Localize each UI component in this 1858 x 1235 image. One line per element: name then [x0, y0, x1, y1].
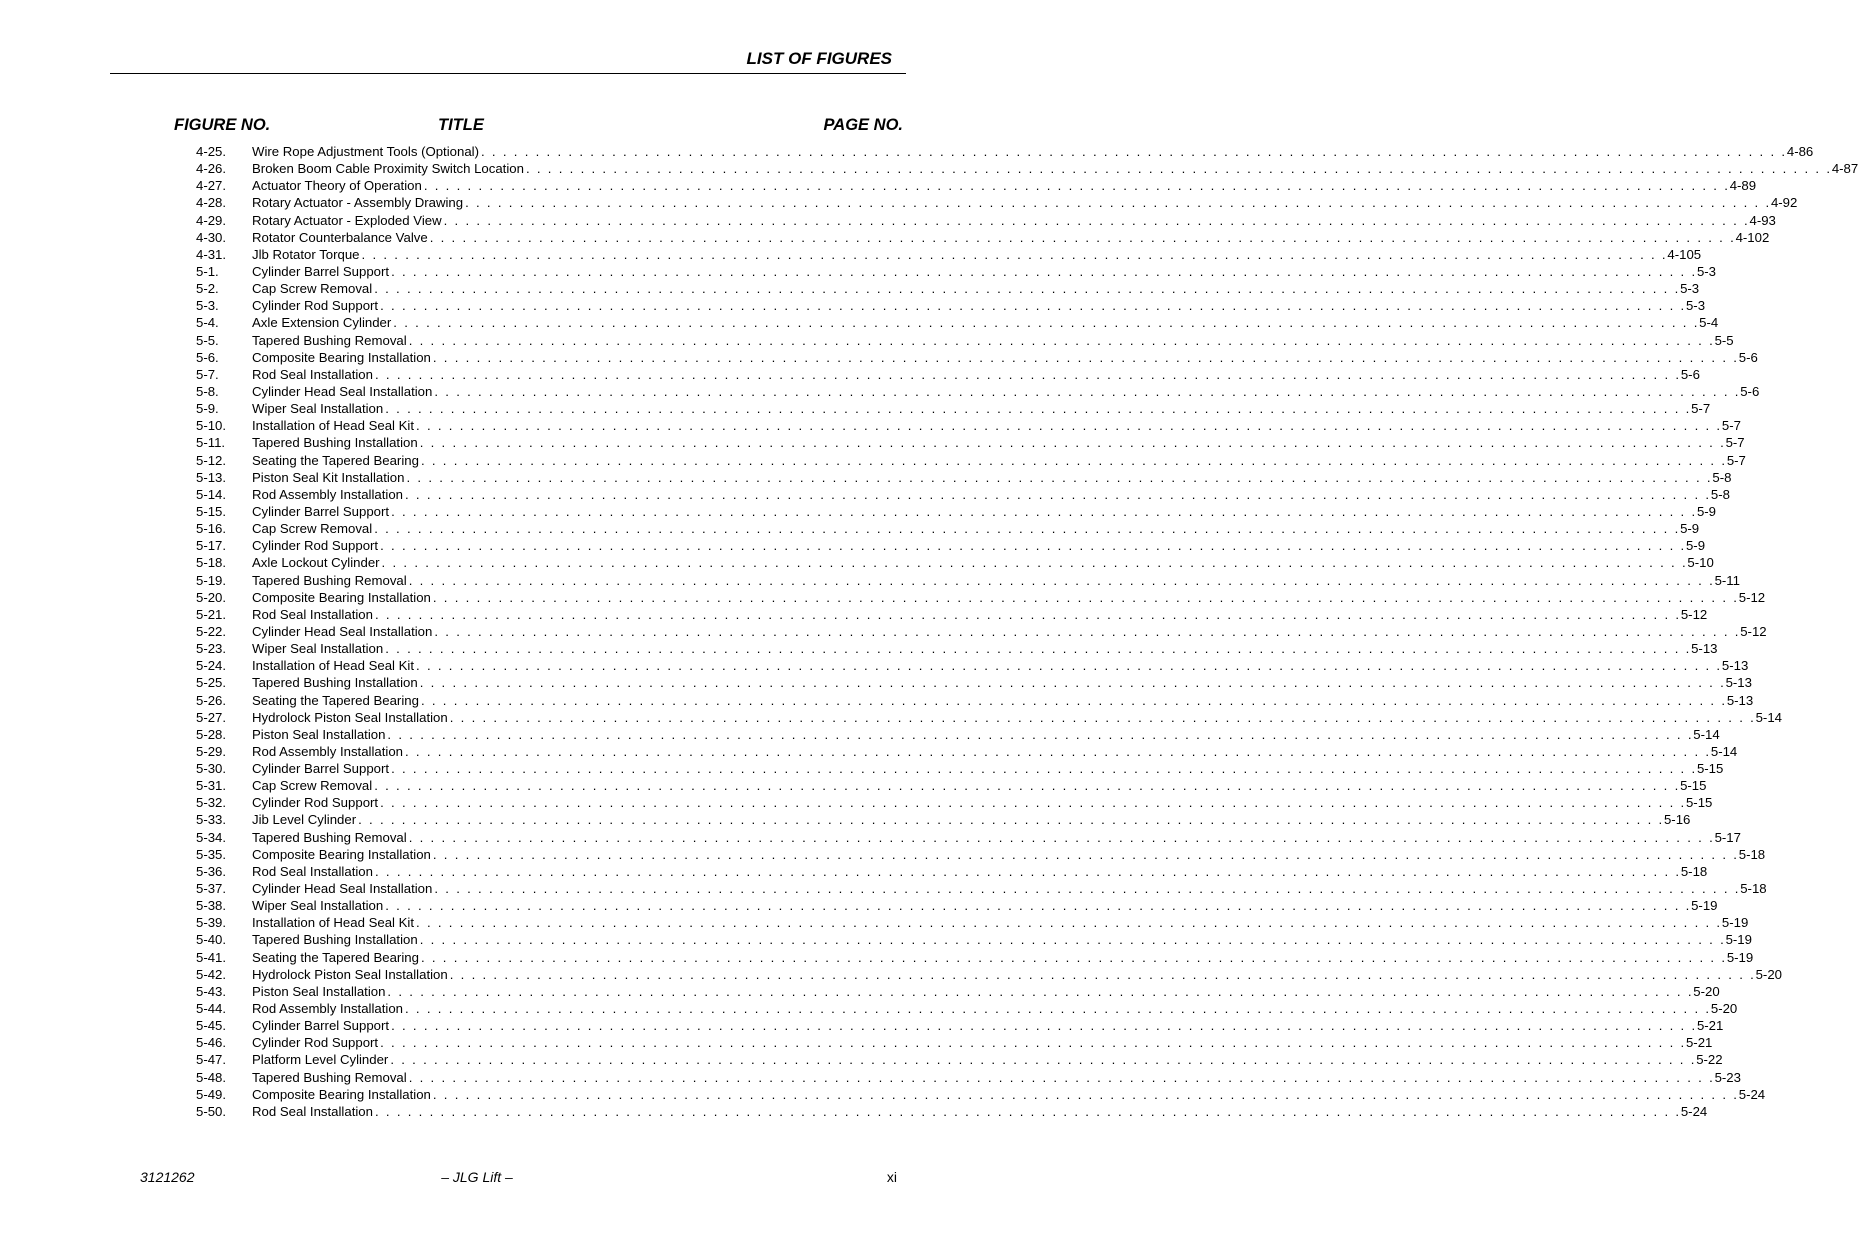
dot-leader: . . . . . . . . . . . . . . . . . . . . . . . . . . . . . . . . . . . . . . . . . . . . . . . . . . . . . . . . . . . . . . . . . . . . . . . . . . . . . . . . . . . . . . . . . . . . . . . . . . . . . . . . . . . . . . . . . . . . . . . . [358, 812, 1664, 828]
figure-number: 5-19. [196, 572, 227, 588]
list-item [196, 674, 1752, 691]
dot-leader: . . . . . . . . . . . . . . . . . . . . . . . . . . . . . . . . . . . . . . . . . . . . . . . . . . . . . . . . . . . . . . . . . . . . . . . . . . . . . . . . . . . . . . . . . . . . . . . . . . . . . . . . . . . . . . . . . . . . . . . . [408, 332, 1715, 348]
dot-leader: . . . . . . . . . . . . . . . . . . . . . . . . . . . . . . . . . . . . . . . . . . . . . . . . . . . . . . . . . . . . . . . . . . . . . . . . . . . . . . . . . . . . . . . . . . . . . . . . . . . . . . . . . . . . . . . . . . . . . . . . [374, 521, 1681, 537]
figure-title: Wiper Seal Installation [252, 898, 384, 914]
figure-number: 5-11. [196, 435, 226, 451]
list-item [196, 983, 1720, 1000]
list-item [196, 1017, 1724, 1034]
dot-leader: . . . . . . . . . . . . . . . . . . . . . . . . . . . . . . . . . . . . . . . . . . . . . . . . . . . . . . . . . . . . . . . . . . . . . . . . . . . . . . . . . . . . . . . . . . . . . . . . . . . . . . . . . . . . . . . . . . . . . . . . [374, 606, 1681, 622]
list-item [196, 229, 1770, 246]
dot-leader: . . . . . . . . . . . . . . . . . . . . . . . . . . . . . . . . . . . . . . . . . . . . . . . . . . . . . . . . . . . . . . . . . . . . . . . . . . . . . . . . . . . . . . . . . . . . . . . . . . . . . . . . . . . . . . . . . . . . . . . . [525, 161, 1832, 177]
figure-number: 4-26. [196, 161, 227, 177]
figure-page: 5-24 [1738, 1086, 1766, 1102]
figure-page: 5-9 [1685, 538, 1706, 554]
figure-title: Composite Bearing Installation [252, 349, 431, 365]
figure-title: Seating the Tapered Bearing [252, 949, 419, 965]
list-item [196, 623, 1767, 640]
figure-number: 4-29. [196, 212, 227, 228]
dot-leader: . . . . . . . . . . . . . . . . . . . . . . . . . . . . . . . . . . . . . . . . . . . . . . . . . . . . . . . . . . . . . . . . . . . . . . . . . . . . . . . . . . . . . . . . . . . . . . . . . . . . . . . . . . . . . . . . . . . . . . . . [405, 1001, 1711, 1017]
figure-page: 5-15 [1696, 761, 1724, 777]
list-item [196, 469, 1732, 486]
dot-leader: . . . . . . . . . . . . . . . . . . . . . . . . . . . . . . . . . . . . . . . . . . . . . . . . . . . . . . . . . . . . . . . . . . . . . . . . . . . . . . . . . . . . . . . . . . . . . . . . . . . . . . . . . . . . . . . . . . . . . . . . [391, 761, 1697, 777]
figure-number: 5-7. [196, 366, 219, 382]
figure-number: 5-32. [196, 795, 227, 811]
figure-title: Cylinder Rod Support [252, 1035, 379, 1051]
dot-leader: . . . . . . . . . . . . . . . . . . . . . . . . . . . . . . . . . . . . . . . . . . . . . . . . . . . . . . . . . . . . . . . . . . . . . . . . . . . . . . . . . . . . . . . . . . . . . . . . . . . . . . . . . . . . . . . . . . . . . . . . [432, 349, 1739, 365]
list-item [196, 589, 1766, 606]
figure-title: Jib Level Cylinder [252, 812, 357, 828]
figure-title: Axle Extension Cylinder [252, 315, 392, 331]
figure-title: Rod Assembly Installation [252, 743, 403, 759]
list-item [196, 554, 1714, 571]
dot-leader: . . . . . . . . . . . . . . . . . . . . . . . . . . . . . . . . . . . . . . . . . . . . . . . . . . . . . . . . . . . . . . . . . . . . . . . . . . . . . . . . . . . . . . . . . . . . . . . . . . . . . . . . . . . . . . . . . . . . . . . . [374, 1103, 1681, 1119]
figure-page: 5-6 [1738, 349, 1758, 365]
figure-number: 5-10. [196, 418, 227, 434]
list-item [196, 452, 1746, 469]
column-header-page-no: PAGE NO. [823, 116, 903, 134]
figure-number: 5-20. [196, 589, 227, 605]
figure-page: 5-21 [1696, 1018, 1724, 1034]
figure-page: 5-13 [1691, 641, 1718, 657]
figure-page: 5-13 [1725, 675, 1752, 691]
dot-leader: . . . . . . . . . . . . . . . . . . . . . . . . . . . . . . . . . . . . . . . . . . . . . . . . . . . . . . . . . . . . . . . . . . . . . . . . . . . . . . . . . . . . . . . . . . . . . . . . . . . . . . . . . . . . . . . . . . . . . . . . [419, 435, 1726, 451]
figure-page: 5-5 [1714, 332, 1734, 348]
figure-page: 5-9 [1696, 503, 1717, 519]
dot-leader: . . . . . . . . . . . . . . . . . . . . . . . . . . . . . . . . . . . . . . . . . . . . . . . . . . . . . . . . . . . . . . . . . . . . . . . . . . . . . . . . . . . . . . . . . . . . . . . . . . . . . . . . . . . . . . . . . . . . . . . . [420, 949, 1727, 965]
list-item [196, 709, 1782, 726]
figure-page: 5-3 [1685, 298, 1706, 314]
list-item [196, 143, 1814, 160]
dot-leader: . . . . . . . . . . . . . . . . . . . . . . . . . . . . . . . . . . . . . . . . . . . . . . . . . . . . . . . . . . . . . . . . . . . . . . . . . . . . . . . . . . . . . . . . . . . . . . . . . . . . . . . . . . . . . . . . . . . . . . . . [385, 401, 1692, 417]
figure-page: 5-17 [1714, 829, 1741, 845]
column-header-title: TITLE [438, 116, 484, 134]
dot-leader: . . . . . . . . . . . . . . . . . . . . . . . . . . . . . . . . . . . . . . . . . . . . . . . . . . . . . . . . . . . . . . . . . . . . . . . . . . . . . . . . . . . . . . . . . . . . . . . . . . . . . . . . . . . . . . . . . . . . . . . . [374, 863, 1681, 879]
figure-title: Tapered Bushing Removal [252, 829, 407, 845]
dot-leader: . . . . . . . . . . . . . . . . . . . . . . . . . . . . . . . . . . . . . . . . . . . . . . . . . . . . . . . . . . . . . . . . . . . . . . . . . . . . . . . . . . . . . . . . . . . . . . . . . . . . . . . . . . . . . . . . . . . . . . . . [416, 418, 1722, 434]
figure-number: 5-37. [196, 881, 227, 897]
dot-leader: . . . . . . . . . . . . . . . . . . . . . . . . . . . . . . . . . . . . . . . . . . . . . . . . . . . . . . . . . . . . . . . . . . . . . . . . . . . . . . . . . . . . . . . . . . . . . . . . . . . . . . . . . . . . . . . . . . . . . . . . [391, 1018, 1697, 1034]
figure-page: 5-7 [1725, 435, 1745, 451]
figure-number: 5-2. [196, 281, 219, 297]
figure-page: 4-105 [1667, 246, 1702, 262]
figure-number: 5-24. [196, 658, 227, 674]
figure-title: Installation of Head Seal Kit [252, 418, 415, 434]
figure-page: 5-12 [1740, 623, 1767, 639]
dot-leader: . . . . . . . . . . . . . . . . . . . . . . . . . . . . . . . . . . . . . . . . . . . . . . . . . . . . . . . . . . . . . . . . . . . . . . . . . . . . . . . . . . . . . . . . . . . . . . . . . . . . . . . . . . . . . . . . . . . . . . . . [405, 486, 1711, 502]
figure-number: 5-35. [196, 846, 227, 862]
figure-title: Cap Screw Removal [252, 521, 373, 537]
dot-leader: . . . . . . . . . . . . . . . . . . . . . . . . . . . . . . . . . . . . . . . . . . . . . . . . . . . . . . . . . . . . . . . . . . . . . . . . . . . . . . . . . . . . . . . . . . . . . . . . . . . . . . . . . . . . . . . . . . . . . . . . [408, 1069, 1715, 1085]
dot-leader: . . . . . . . . . . . . . . . . . . . . . . . . . . . . . . . . . . . . . . . . . . . . . . . . . . . . . . . . . . . . . . . . . . . . . . . . . . . . . . . . . . . . . . . . . . . . . . . . . . . . . . . . . . . . . . . . . . . . . . . . [385, 641, 1692, 657]
figure-title: Cap Screw Removal [252, 778, 373, 794]
list-item [196, 1051, 1723, 1068]
list-item [196, 366, 1700, 383]
figure-title: Tapered Bushing Installation [252, 932, 418, 948]
figure-title: Cylinder Rod Support [252, 795, 379, 811]
figure-number: 5-36. [196, 863, 227, 879]
figure-page: 5-11 [1714, 572, 1740, 588]
list-item [196, 383, 1760, 400]
figure-page: 5-9 [1680, 521, 1700, 537]
list-item [196, 863, 1708, 880]
figure-page: 5-23 [1714, 1069, 1741, 1085]
figure-number: 5-28. [196, 726, 227, 742]
list-item [196, 949, 1754, 966]
figure-title: Composite Bearing Installation [252, 1086, 431, 1102]
figure-number: 4-30. [196, 229, 227, 245]
list-item [196, 246, 1702, 263]
list-item [196, 263, 1717, 280]
figure-page: 5-12 [1680, 606, 1708, 622]
figure-number: 5-14. [196, 486, 227, 502]
figure-page: 5-8 [1710, 486, 1730, 502]
footer-doc-number: 3121262 [140, 1169, 195, 1185]
figure-number: 5-4. [196, 315, 219, 331]
figure-title: Rotator Counterbalance Valve [252, 229, 428, 245]
figure-page: 4-93 [1749, 212, 1776, 228]
dot-leader: . . . . . . . . . . . . . . . . . . . . . . . . . . . . . . . . . . . . . . . . . . . . . . . . . . . . . . . . . . . . . . . . . . . . . . . . . . . . . . . . . . . . . . . . . . . . . . . . . . . . . . . . . . . . . . . . . . . . . . . . [380, 538, 1686, 554]
figure-number: 5-34. [196, 829, 227, 845]
figure-page: 5-13 [1726, 692, 1754, 708]
dot-leader: . . . . . . . . . . . . . . . . . . . . . . . . . . . . . . . . . . . . . . . . . . . . . . . . . . . . . . . . . . . . . . . . . . . . . . . . . . . . . . . . . . . . . . . . . . . . . . . . . . . . . . . . . . . . . . . . . . . . . . . . [374, 281, 1681, 297]
figure-title: Rod Seal Installation [252, 606, 373, 622]
figure-title: Seating the Tapered Bearing [252, 452, 419, 468]
figure-title: Hydrolock Piston Seal Installation [252, 966, 448, 982]
figure-title: Tapered Bushing Removal [252, 572, 407, 588]
list-item [196, 572, 1740, 589]
dot-leader: . . . . . . . . . . . . . . . . . . . . . . . . . . . . . . . . . . . . . . . . . . . . . . . . . . . . . . . . . . . . . . . . . . . . . . . . . . . . . . . . . . . . . . . . . . . . . . . . . . . . . . . . . . . . . . . . . . . . . . . . [416, 658, 1722, 674]
figure-title: Axle Lockout Cylinder [252, 555, 380, 571]
figure-number: 5-18. [196, 555, 227, 571]
figure-page: 5-15 [1685, 795, 1713, 811]
dot-leader: . . . . . . . . . . . . . . . . . . . . . . . . . . . . . . . . . . . . . . . . . . . . . . . . . . . . . . . . . . . . . . . . . . . . . . . . . . . . . . . . . . . . . . . . . . . . . . . . . . . . . . . . . . . . . . . . . . . . . . . . [419, 932, 1726, 948]
dot-leader: . . . . . . . . . . . . . . . . . . . . . . . . . . . . . . . . . . . . . . . . . . . . . . . . . . . . . . . . . . . . . . . . . . . . . . . . . . . . . . . . . . . . . . . . . . . . . . . . . . . . . . . . . . . . . . . . . . . . . . . . [391, 263, 1697, 279]
figure-page: 5-19 [1721, 915, 1749, 931]
figure-page: 5-14 [1693, 726, 1720, 742]
figure-title: Hydrolock Piston Seal Installation [252, 709, 448, 725]
list-item [196, 880, 1767, 897]
figure-number: 5-5. [196, 332, 219, 348]
figure-page: 4-102 [1735, 229, 1770, 245]
dot-leader: . . . . . . . . . . . . . . . . . . . . . . . . . . . . . . . . . . . . . . . . . . . . . . . . . . . . . . . . . . . . . . . . . . . . . . . . . . . . . . . . . . . . . . . . . . . . . . . . . . . . . . . . . . . . . . . . . . . . . . . . [405, 743, 1711, 759]
figure-title: Platform Level Cylinder [252, 1052, 389, 1068]
figure-title: Tapered Bushing Removal [252, 1069, 407, 1085]
figure-title: Rotary Actuator - Exploded View [252, 212, 442, 228]
figure-number: 5-12. [196, 452, 227, 468]
dot-leader: . . . . . . . . . . . . . . . . . . . . . . . . . . . . . . . . . . . . . . . . . . . . . . . . . . . . . . . . . . . . . . . . . . . . . . . . . . . . . . . . . . . . . . . . . . . . . . . . . . . . . . . . . . . . . . . . . . . . . . . . [381, 555, 1688, 571]
list-item [196, 931, 1752, 948]
dot-leader: . . . . . . . . . . . . . . . . . . . . . . . . . . . . . . . . . . . . . . . . . . . . . . . . . . . . . . . . . . . . . . . . . . . . . . . . . . . . . . . . . . . . . . . . . . . . . . . . . . . . . . . . . . . . . . . . . . . . . . . . [374, 366, 1681, 382]
footer-publisher: – JLG Lift – [441, 1169, 513, 1185]
list-item [196, 400, 1711, 417]
figure-title: Piston Seal Kit Installation [252, 469, 405, 485]
dot-leader: . . . . . . . . . . . . . . . . . . . . . . . . . . . . . . . . . . . . . . . . . . . . . . . . . . . . . . . . . . . . . . . . . . . . . . . . . . . . . . . . . . . . . . . . . . . . . . . . . . . . . . . . . . . . . . . . . . . . . . . . [408, 829, 1715, 845]
figure-number: 5-48. [196, 1069, 227, 1085]
figure-page: 5-14 [1755, 709, 1782, 725]
dot-leader: . . . . . . . . . . . . . . . . . . . . . . . . . . . . . . . . . . . . . . . . . . . . . . . . . . . . . . . . . . . . . . . . . . . . . . . . . . . . . . . . . . . . . . . . . . . . . . . . . . . . . . . . . . . . . . . . . . . . . . . . [374, 778, 1681, 794]
figure-title: Tapered Bushing Installation [252, 675, 418, 691]
footer-page-number: xi [886, 1169, 897, 1185]
figure-number: 5-46. [196, 1035, 227, 1051]
dot-leader: . . . . . . . . . . . . . . . . . . . . . . . . . . . . . . . . . . . . . . . . . . . . . . . . . . . . . . . . . . . . . . . . . . . . . . . . . . . . . . . . . . . . . . . . . . . . . . . . . . . . . . . . . . . . . . . . . . . . . . . . [419, 675, 1726, 691]
figure-page: 5-18 [1680, 863, 1708, 879]
dot-leader: . . . . . . . . . . . . . . . . . . . . . . . . . . . . . . . . . . . . . . . . . . . . . . . . . . . . . . . . . . . . . . . . . . . . . . . . . . . . . . . . . . . . . . . . . . . . . . . . . . . . . . . . . . . . . . . . . . . . . . . . [429, 229, 1736, 245]
figure-title: Tapered Bushing Removal [252, 332, 407, 348]
figure-title: Cylinder Head Seal Installation [252, 623, 433, 639]
figure-title: Installation of Head Seal Kit [252, 658, 415, 674]
dot-leader: . . . . . . . . . . . . . . . . . . . . . . . . . . . . . . . . . . . . . . . . . . . . . . . . . . . . . . . . . . . . . . . . . . . . . . . . . . . . . . . . . . . . . . . . . . . . . . . . . . . . . . . . . . . . . . . . . . . . . . . . [380, 298, 1686, 314]
dot-leader: . . . . . . . . . . . . . . . . . . . . . . . . . . . . . . . . . . . . . . . . . . . . . . . . . . . . . . . . . . . . . . . . . . . . . . . . . . . . . . . . . . . . . . . . . . . . . . . . . . . . . . . . . . . . . . . . . . . . . . . . [432, 589, 1739, 605]
dot-leader: . . . . . . . . . . . . . . . . . . . . . . . . . . . . . . . . . . . . . . . . . . . . . . . . . . . . . . . . . . . . . . . . . . . . . . . . . . . . . . . . . . . . . . . . . . . . . . . . . . . . . . . . . . . . . . . . . . . . . . . . [449, 966, 1756, 982]
figure-page: 5-7 [1721, 418, 1741, 434]
figure-list [196, 143, 1858, 1120]
dot-leader: . . . . . . . . . . . . . . . . . . . . . . . . . . . . . . . . . . . . . . . . . . . . . . . . . . . . . . . . . . . . . . . . . . . . . . . . . . . . . . . . . . . . . . . . . . . . . . . . . . . . . . . . . . . . . . . . . . . . . . . . [432, 1086, 1739, 1102]
figure-number: 5-13. [196, 469, 227, 485]
dot-leader: . . . . . . . . . . . . . . . . . . . . . . . . . . . . . . . . . . . . . . . . . . . . . . . . . . . . . . . . . . . . . . . . . . . . . . . . . . . . . . . . . . . . . . . . . . . . . . . . . . . . . . . . . . . . . . . . . . . . . . . . [443, 212, 1750, 228]
figure-page: 5-21 [1685, 1035, 1713, 1051]
list-item [196, 1000, 1738, 1017]
figure-page: 5-10 [1687, 555, 1714, 571]
figure-title: Cylinder Barrel Support [252, 263, 390, 279]
figure-number: 5-25. [196, 675, 227, 691]
dot-leader: . . . . . . . . . . . . . . . . . . . . . . . . . . . . . . . . . . . . . . . . . . . . . . . . . . . . . . . . . . . . . . . . . . . . . . . . . . . . . . . . . . . . . . . . . . . . . . . . . . . . . . . . . . . . . . . . . . . . . . . . [465, 195, 1771, 211]
dot-leader: . . . . . . . . . . . . . . . . . . . . . . . . . . . . . . . . . . . . . . . . . . . . . . . . . . . . . . . . . . . . . . . . . . . . . . . . . . . . . . . . . . . . . . . . . . . . . . . . . . . . . . . . . . . . . . . . . . . . . . . . [361, 246, 1668, 262]
figure-title: Broken Boom Cable Proximity Switch Location [252, 161, 524, 177]
figure-number: 5-31. [196, 778, 227, 794]
figure-number: 5-16. [196, 521, 227, 537]
figure-title: Installation of Head Seal Kit [252, 915, 415, 931]
list-item [196, 212, 1776, 229]
figure-number: 5-42. [196, 966, 227, 982]
list-item [196, 314, 1719, 331]
list-item [196, 194, 1798, 211]
figure-number: 5-15. [196, 503, 227, 519]
figure-title: Tapered Bushing Installation [252, 435, 418, 451]
figure-number: 5-8. [196, 383, 219, 399]
figure-title: Rod Seal Installation [252, 1103, 373, 1119]
dot-leader: . . . . . . . . . . . . . . . . . . . . . . . . . . . . . . . . . . . . . . . . . . . . . . . . . . . . . . . . . . . . . . . . . . . . . . . . . . . . . . . . . . . . . . . . . . . . . . . . . . . . . . . . . . . . . . . . . . . . . . . . [434, 881, 1741, 897]
figure-page: 5-24 [1680, 1103, 1708, 1119]
figure-title: Rod Assembly Installation [252, 1001, 403, 1017]
list-item [196, 777, 1707, 794]
list-item [196, 914, 1749, 931]
figure-number: 5-47. [196, 1052, 227, 1068]
list-item [196, 606, 1708, 623]
list-item [196, 280, 1700, 297]
figure-number: 5-1. [196, 263, 219, 279]
dot-leader: . . . . . . . . . . . . . . . . . . . . . . . . . . . . . . . . . . . . . . . . . . . . . . . . . . . . . . . . . . . . . . . . . . . . . . . . . . . . . . . . . . . . . . . . . . . . . . . . . . . . . . . . . . . . . . . . . . . . . . . . [423, 178, 1730, 194]
figure-page: 5-7 [1691, 401, 1711, 417]
figure-number: 5-26. [196, 692, 227, 708]
list-item [196, 760, 1724, 777]
figure-page: 5-6 [1740, 383, 1760, 399]
figure-page: 5-3 [1680, 281, 1700, 297]
dot-leader: . . . . . . . . . . . . . . . . . . . . . . . . . . . . . . . . . . . . . . . . . . . . . . . . . . . . . . . . . . . . . . . . . . . . . . . . . . . . . . . . . . . . . . . . . . . . . . . . . . . . . . . . . . . . . . . . . . . . . . . . [408, 572, 1715, 588]
figure-number: 4-25. [196, 144, 227, 159]
list-item [196, 349, 1758, 366]
dot-leader: . . . . . . . . . . . . . . . . . . . . . . . . . . . . . . . . . . . . . . . . . . . . . . . . . . . . . . . . . . . . . . . . . . . . . . . . . . . . . . . . . . . . . . . . . . . . . . . . . . . . . . . . . . . . . . . . . . . . . . . . [434, 383, 1741, 399]
list-item [196, 794, 1713, 811]
figure-page: 5-6 [1680, 366, 1700, 382]
figure-page: 5-18 [1740, 881, 1767, 897]
list-item [196, 520, 1700, 537]
list-item [196, 1069, 1741, 1086]
dot-leader: . . . . . . . . . . . . . . . . . . . . . . . . . . . . . . . . . . . . . . . . . . . . . . . . . . . . . . . . . . . . . . . . . . . . . . . . . . . . . . . . . . . . . . . . . . . . . . . . . . . . . . . . . . . . . . . . . . . . . . . . [387, 726, 1694, 742]
figure-title: Cylinder Head Seal Installation [252, 881, 433, 897]
figure-page: 5-19 [1725, 932, 1752, 948]
dot-leader: . . . . . . . . . . . . . . . . . . . . . . . . . . . . . . . . . . . . . . . . . . . . . . . . . . . . . . . . . . . . . . . . . . . . . . . . . . . . . . . . . . . . . . . . . . . . . . . . . . . . . . . . . . . . . . . . . . . . . . . . [420, 452, 1727, 468]
figure-page: 5-3 [1696, 263, 1717, 279]
list-item [196, 657, 1749, 674]
figure-title: Cap Screw Removal [252, 281, 373, 297]
figure-number: 5-44. [196, 1001, 227, 1017]
figure-title: Jlb Rotator Torque [252, 246, 360, 262]
figure-page: 5-12 [1738, 589, 1766, 605]
figure-number: 5-17. [196, 538, 227, 554]
figure-page: 5-14 [1710, 743, 1738, 759]
figure-number: 5-30. [196, 761, 227, 777]
list-item [196, 177, 1757, 194]
dot-leader: . . . . . . . . . . . . . . . . . . . . . . . . . . . . . . . . . . . . . . . . . . . . . . . . . . . . . . . . . . . . . . . . . . . . . . . . . . . . . . . . . . . . . . . . . . . . . . . . . . . . . . . . . . . . . . . . . . . . . . . . [449, 709, 1756, 725]
figure-number: 5-6. [196, 349, 219, 365]
figure-number: 4-28. [196, 195, 227, 211]
dot-leader: . . . . . . . . . . . . . . . . . . . . . . . . . . . . . . . . . . . . . . . . . . . . . . . . . . . . . . . . . . . . . . . . . . . . . . . . . . . . . . . . . . . . . . . . . . . . . . . . . . . . . . . . . . . . . . . . . . . . . . . . [393, 315, 1700, 331]
figure-title: Composite Bearing Installation [252, 589, 431, 605]
figure-page: 5-7 [1726, 452, 1746, 468]
list-item [196, 726, 1720, 743]
dot-leader: . . . . . . . . . . . . . . . . . . . . . . . . . . . . . . . . . . . . . . . . . . . . . . . . . . . . . . . . . . . . . . . . . . . . . . . . . . . . . . . . . . . . . . . . . . . . . . . . . . . . . . . . . . . . . . . . . . . . . . . . [416, 915, 1722, 931]
dot-leader: . . . . . . . . . . . . . . . . . . . . . . . . . . . . . . . . . . . . . . . . . . . . . . . . . . . . . . . . . . . . . . . . . . . . . . . . . . . . . . . . . . . . . . . . . . . . . . . . . . . . . . . . . . . . . . . . . . . . . . . . [480, 144, 1787, 159]
figure-title: Cylinder Rod Support [252, 298, 379, 314]
figure-title: Rod Seal Installation [252, 366, 373, 382]
list-item [196, 486, 1730, 503]
column-header-figure-no: FIGURE NO. [174, 116, 271, 134]
figure-page: 5-16 [1663, 812, 1691, 828]
figure-page: 4-86 [1786, 144, 1814, 159]
figure-title: Actuator Theory of Operation [252, 178, 422, 194]
figure-title: Rod Assembly Installation [252, 486, 403, 502]
figure-number: 5-23. [196, 641, 227, 657]
dot-leader: . . . . . . . . . . . . . . . . . . . . . . . . . . . . . . . . . . . . . . . . . . . . . . . . . . . . . . . . . . . . . . . . . . . . . . . . . . . . . . . . . . . . . . . . . . . . . . . . . . . . . . . . . . . . . . . . . . . . . . . . [432, 846, 1739, 862]
list-item [196, 743, 1738, 760]
figure-title: Cylinder Barrel Support [252, 761, 390, 777]
figure-page: 5-19 [1691, 898, 1718, 914]
list-item [196, 160, 1858, 177]
figure-number: 5-45. [196, 1018, 227, 1034]
figure-number: 5-29. [196, 743, 227, 759]
figure-title: Wiper Seal Installation [252, 401, 384, 417]
figure-title: Rod Seal Installation [252, 863, 373, 879]
figure-number: 5-3. [196, 298, 219, 314]
dot-leader: . . . . . . . . . . . . . . . . . . . . . . . . . . . . . . . . . . . . . . . . . . . . . . . . . . . . . . . . . . . . . . . . . . . . . . . . . . . . . . . . . . . . . . . . . . . . . . . . . . . . . . . . . . . . . . . . . . . . . . . . [406, 469, 1713, 485]
list-item [196, 966, 1782, 983]
list-item [196, 1086, 1766, 1103]
figure-title: Seating the Tapered Bearing [252, 692, 419, 708]
figure-page: 5-20 [1693, 983, 1720, 999]
figure-page: 5-20 [1755, 966, 1782, 982]
figure-number: 5-21. [196, 606, 227, 622]
figure-number: 5-9. [196, 401, 219, 417]
figure-title: Composite Bearing Installation [252, 846, 431, 862]
dot-leader: . . . . . . . . . . . . . . . . . . . . . . . . . . . . . . . . . . . . . . . . . . . . . . . . . . . . . . . . . . . . . . . . . . . . . . . . . . . . . . . . . . . . . . . . . . . . . . . . . . . . . . . . . . . . . . . . . . . . . . . . [385, 898, 1692, 914]
figure-number: 5-39. [196, 915, 227, 931]
figure-page: 5-19 [1726, 949, 1754, 965]
figure-page: 5-20 [1710, 1001, 1738, 1017]
figure-page: 4-92 [1770, 195, 1798, 211]
figure-number: 5-38. [196, 898, 227, 914]
figure-title: Piston Seal Installation [252, 726, 386, 742]
figure-page: 5-8 [1712, 469, 1732, 485]
figure-number: 5-41. [196, 949, 227, 965]
figure-title: Wire Rope Adjustment Tools (Optional) [252, 144, 479, 159]
figure-page: 5-22 [1696, 1052, 1723, 1068]
figure-number: 5-50. [196, 1103, 227, 1119]
figure-number: 4-27. [196, 178, 227, 194]
dot-leader: . . . . . . . . . . . . . . . . . . . . . . . . . . . . . . . . . . . . . . . . . . . . . . . . . . . . . . . . . . . . . . . . . . . . . . . . . . . . . . . . . . . . . . . . . . . . . . . . . . . . . . . . . . . . . . . . . . . . . . . . [380, 795, 1686, 811]
figure-number: 5-43. [196, 983, 227, 999]
figure-page: 5-15 [1680, 778, 1707, 794]
list-item [196, 829, 1741, 846]
figure-page: 4-89 [1729, 178, 1757, 194]
list-item [196, 640, 1718, 657]
list-item [196, 417, 1741, 434]
dot-leader: . . . . . . . . . . . . . . . . . . . . . . . . . . . . . . . . . . . . . . . . . . . . . . . . . . . . . . . . . . . . . . . . . . . . . . . . . . . . . . . . . . . . . . . . . . . . . . . . . . . . . . . . . . . . . . . . . . . . . . . . [391, 503, 1697, 519]
list-item [196, 1103, 1708, 1120]
dot-leader: . . . . . . . . . . . . . . . . . . . . . . . . . . . . . . . . . . . . . . . . . . . . . . . . . . . . . . . . . . . . . . . . . . . . . . . . . . . . . . . . . . . . . . . . . . . . . . . . . . . . . . . . . . . . . . . . . . . . . . . . [434, 623, 1741, 639]
figure-number: 5-22. [196, 623, 227, 639]
list-item [196, 434, 1745, 451]
figure-title: Rotary Actuator - Assembly Drawing [252, 195, 464, 211]
list-item [196, 897, 1718, 914]
figure-number: 5-49. [196, 1086, 227, 1102]
figure-page: 5-4 [1699, 315, 1719, 331]
section-title: LIST OF FIGURES [746, 49, 892, 68]
figure-number: 5-27. [196, 709, 227, 725]
list-item [196, 503, 1717, 520]
figure-page: 5-13 [1721, 658, 1749, 674]
list-item [196, 332, 1734, 349]
list-item [196, 811, 1691, 828]
figure-title: Cylinder Barrel Support [252, 503, 390, 519]
list-item [196, 1034, 1713, 1051]
figure-number: 4-31. [196, 246, 227, 262]
figure-title: Cylinder Head Seal Installation [252, 383, 433, 399]
figure-page: 5-18 [1738, 846, 1766, 862]
header-rule [110, 73, 906, 74]
figure-page: 4-87 [1831, 161, 1858, 177]
dot-leader: . . . . . . . . . . . . . . . . . . . . . . . . . . . . . . . . . . . . . . . . . . . . . . . . . . . . . . . . . . . . . . . . . . . . . . . . . . . . . . . . . . . . . . . . . . . . . . . . . . . . . . . . . . . . . . . . . . . . . . . . [390, 1052, 1697, 1068]
dot-leader: . . . . . . . . . . . . . . . . . . . . . . . . . . . . . . . . . . . . . . . . . . . . . . . . . . . . . . . . . . . . . . . . . . . . . . . . . . . . . . . . . . . . . . . . . . . . . . . . . . . . . . . . . . . . . . . . . . . . . . . . [380, 1035, 1686, 1051]
figure-title: Cylinder Rod Support [252, 538, 379, 554]
list-item [196, 692, 1754, 709]
figure-number: 5-40. [196, 932, 227, 948]
dot-leader: . . . . . . . . . . . . . . . . . . . . . . . . . . . . . . . . . . . . . . . . . . . . . . . . . . . . . . . . . . . . . . . . . . . . . . . . . . . . . . . . . . . . . . . . . . . . . . . . . . . . . . . . . . . . . . . . . . . . . . . . [420, 692, 1727, 708]
figure-title: Cylinder Barrel Support [252, 1018, 390, 1034]
list-item [196, 846, 1766, 863]
dot-leader: . . . . . . . . . . . . . . . . . . . . . . . . . . . . . . . . . . . . . . . . . . . . . . . . . . . . . . . . . . . . . . . . . . . . . . . . . . . . . . . . . . . . . . . . . . . . . . . . . . . . . . . . . . . . . . . . . . . . . . . . [387, 983, 1694, 999]
list-item [196, 537, 1706, 554]
list-item [196, 297, 1706, 314]
figure-title: Wiper Seal Installation [252, 641, 384, 657]
figure-title: Piston Seal Installation [252, 983, 386, 999]
figure-number: 5-33. [196, 812, 227, 828]
